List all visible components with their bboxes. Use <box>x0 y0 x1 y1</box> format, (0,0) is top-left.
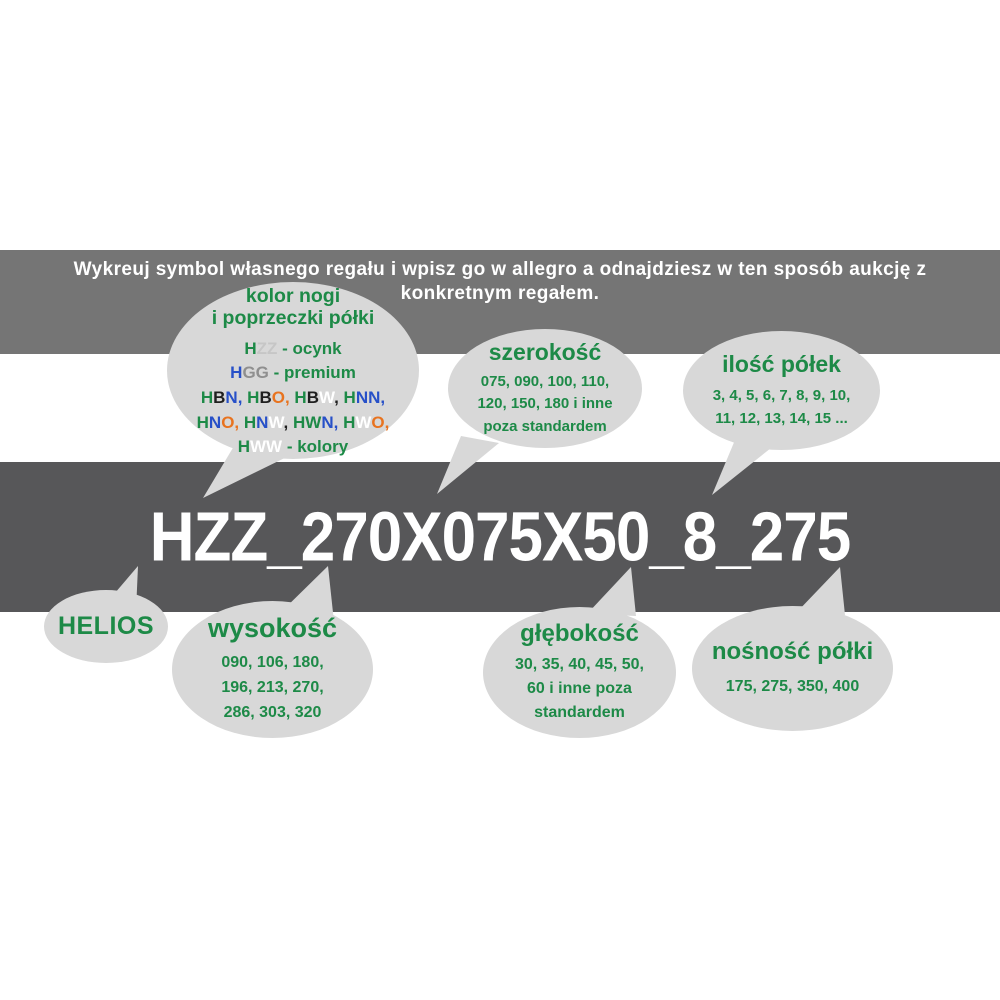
bubble-wysokosc-values: 090, 106, 180, 196, 213, 270, 286, 303, 320 <box>221 654 324 721</box>
bubble-szerokosc-title: szerokość <box>488 338 602 365</box>
instruction-text-line2: konkretnym regałem. <box>400 283 600 304</box>
bubble-kolor-title-line1: kolor nogi <box>245 284 341 307</box>
bubble-ilosc-values: 3, 4, 5, 6, 7, 8, 9, 10, 11, 12, 13, 14, 15 ... <box>712 387 851 427</box>
bubble-ilosc-title: ilość półek <box>722 350 841 377</box>
bubble-glebokosc-title: głębokość <box>520 619 639 647</box>
bubble-nosnosc-title: nośność półki <box>711 637 874 665</box>
bubble-kolor-nogi <box>167 282 419 459</box>
bubble-ilosc-polek <box>683 331 880 450</box>
bubble-szerokosc <box>448 329 642 448</box>
bubble-wysokosc <box>172 601 373 738</box>
tail-szerokosc <box>437 436 499 494</box>
bubble-helios-brand <box>44 590 168 663</box>
bubble-nosnosc-values: 175, 275, 350, 400 <box>725 678 860 696</box>
bubble-glebokosc-values: 30, 35, 40, 45, 50, 60 i inne poza standardem <box>515 656 644 722</box>
bubble-helios-title: HELIOS <box>57 612 155 641</box>
bubble-glebokosc <box>483 607 676 738</box>
bubble-kolor-title-line2: i poprzeczki półki <box>211 307 375 330</box>
color-code-list: HZZ - ocynk HGG - premium HBN, HBO, HBW, HNN, HNO, HNW, HWN, HWO, HWW - kolory <box>196 338 390 457</box>
product-symbol-text: HZZ_270X075X50_8_275 <box>149 498 851 576</box>
bubble-szerokosc-values: 075, 090, 100, 110, 120, 150, 180 i inne poza standardem <box>477 372 613 435</box>
bubble-nosnosc-polki <box>692 606 893 731</box>
bubble-wysokosc-title: wysokość <box>207 613 338 644</box>
instruction-text-line1: Wykreuj symbol własnego regału i wpisz go w allegro a odnajdziesz w ten sposób aukcję z <box>73 259 927 280</box>
